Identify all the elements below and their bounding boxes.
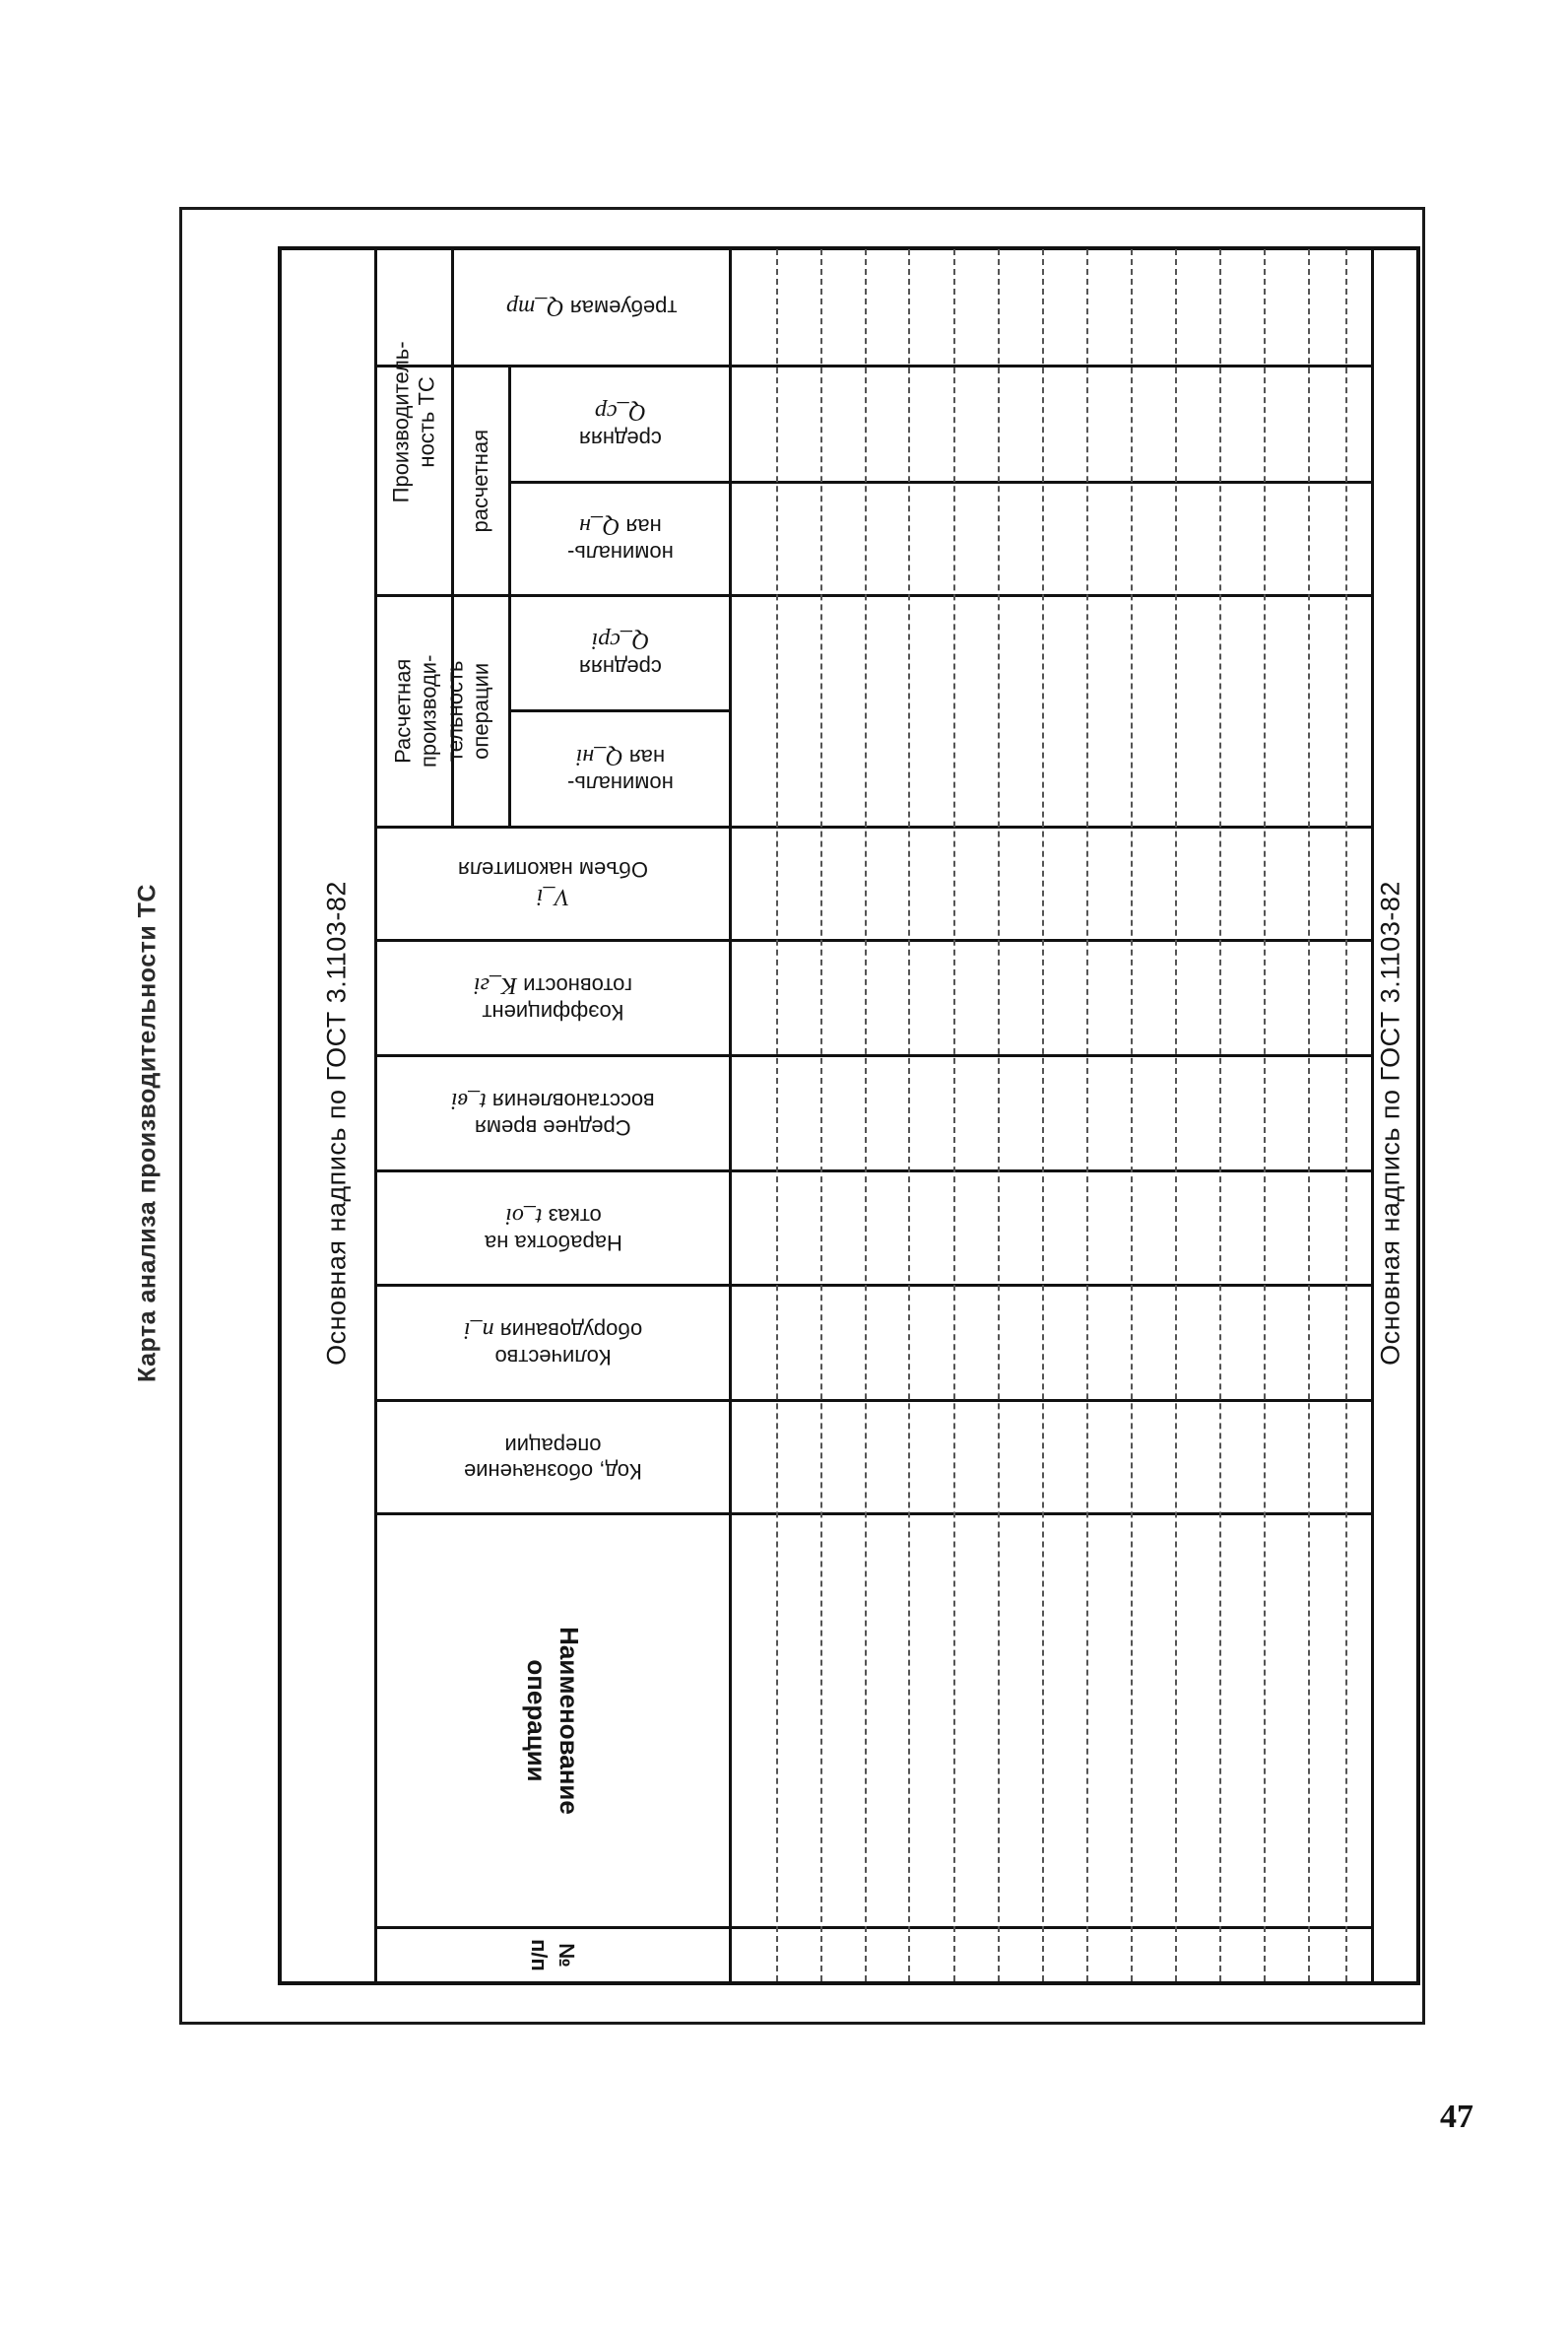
entry-dashed-line [1042,249,1044,1981]
entry-dashed-line [1264,249,1266,1981]
column-header-buffer-volume: V_i Объем накопителя [458,857,648,910]
entry-dashed-line [1131,249,1133,1981]
entry-dashed-line [908,249,910,1981]
left-title-block-inscription: Основная надпись по ГОСТ 3.1103-82 [321,881,352,1366]
column-header-operation-nominal: номиналь- ная Q_нi [566,743,674,797]
right-inscription-rule [1371,249,1374,1981]
entry-dashed-line [1175,249,1177,1981]
symbol-t-vi: t_вi [451,1088,487,1114]
symbol-q-sri: Q_срi [591,628,649,654]
entry-dashed-line [953,249,955,1981]
column-header-required: требуемая Q_тр [505,294,678,320]
entry-dashed-line [998,249,1000,1981]
page-number: 47 [1440,2099,1473,2135]
entry-dashed-line [1086,249,1088,1981]
right-title-block-inscription: Основная надпись по ГОСТ 3.1103-82 [1375,881,1405,1366]
group-header-operation-productivity: Расчетная производи- тельность операции [390,654,493,768]
column-header-equipment-count: Количество оборудования n_i [463,1317,643,1370]
header-body-rule [729,249,732,1981]
symbol-v-i: V_i [536,884,570,910]
column-header-recovery-time: Среднее время восстановления t_вi [451,1088,655,1141]
column-header-time-to-failure: Наработка на отказ t_оi [484,1202,622,1256]
side-title: Карта анализа производительности ТС [133,884,162,1382]
symbol-q-n: Q_н [578,513,620,540]
symbol-k-gi: K_гi [474,972,518,999]
column-header-row-number: № п/п [527,1939,579,1971]
column-header-operation-code: Код, обозначение операции [464,1433,642,1484]
entry-dashed-line [1345,249,1347,1981]
entry-dashed-line [820,249,822,1981]
entry-dashed-line [776,249,778,1981]
subgroup-header-calculated: расчетная [468,429,493,533]
column-header-tc-average: средняя Q_ср [578,398,662,452]
entry-dashed-line [865,249,867,1981]
symbol-q-sr: Q_ср [594,398,646,425]
symbol-q-ni: Q_нi [575,743,623,769]
symbol-q-tr: Q_тр [505,294,564,320]
column-header-operation-name: Наименование операции [522,1627,584,1815]
group-header-productivity-tc: Производитель- ность ТС [388,341,439,502]
column-header-operation-average: средняя Q_срi [578,628,662,681]
symbol-n-i: n_i [463,1317,494,1344]
entry-dashed-line [1308,249,1310,1981]
entry-dashed-line [1219,249,1221,1981]
symbol-t-oi: t_оi [504,1202,543,1229]
column-header-availability-factor: Коэффициент готовности K_гi [474,972,632,1026]
column-header-tc-nominal: номиналь- ная Q_н [566,513,674,567]
